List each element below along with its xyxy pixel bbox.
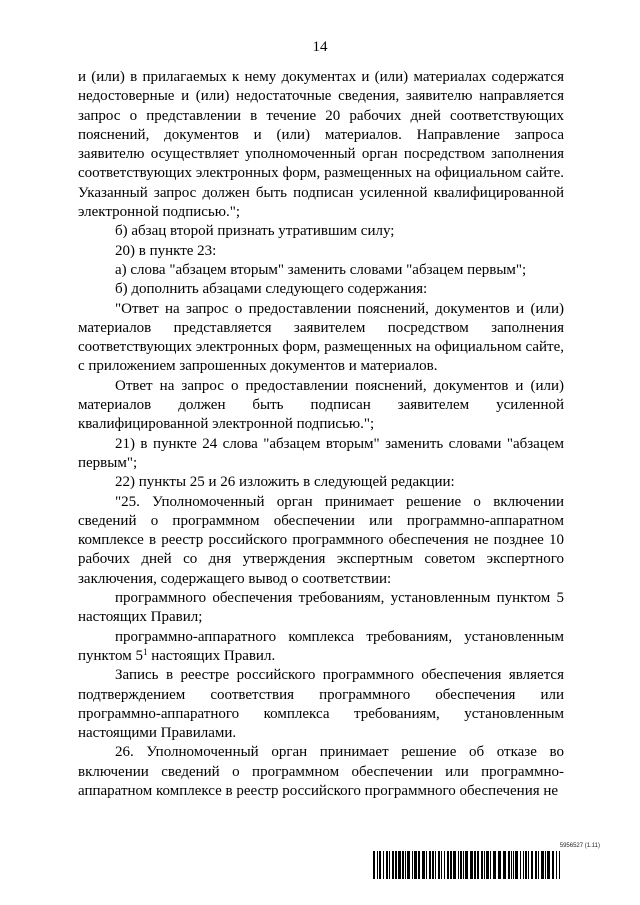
barcode <box>373 851 563 879</box>
barcode-bar <box>386 851 388 879</box>
barcode-bar <box>435 851 436 879</box>
barcode-bar <box>414 851 417 879</box>
barcode-bar <box>422 851 425 879</box>
document-body <box>78 68 564 801</box>
barcode-bar <box>429 851 431 879</box>
superscript: 1 <box>142 646 148 657</box>
barcode-bar <box>470 851 473 879</box>
page-number: 14 <box>312 39 328 55</box>
paragraph-quote-answer: "Ответ на запрос о предоставлении пояснений, документов и (или) материалов представляется заявителем посредством заполнения соответствующих электронных форм, размещенных на официальном сайте, с приложением запрошенных документов и материалов. <box>78 300 564 375</box>
barcode-bar <box>447 851 449 879</box>
barcode-bar <box>538 851 539 879</box>
barcode-bar <box>426 851 427 879</box>
barcode-bar <box>407 851 410 879</box>
paragraph-item-20: 20) в пункте 23: <box>115 242 217 259</box>
barcode-bar <box>490 851 491 879</box>
barcode-bar <box>541 851 544 879</box>
paragraph-item-21: 21) в пункте 24 слова "абзацем вторым" заменить словами "абзацем первым"; <box>78 435 564 471</box>
barcode-bar <box>453 851 456 879</box>
barcode-bar <box>481 851 483 879</box>
barcode-bar <box>503 851 506 879</box>
barcode-bar <box>432 851 434 879</box>
barcode-bar <box>535 851 537 879</box>
barcode-bar <box>513 851 514 879</box>
barcode-bar <box>373 851 375 879</box>
barcode-bar <box>460 851 462 879</box>
barcode-bar <box>389 851 390 879</box>
barcode-bar <box>398 851 401 879</box>
barcode-bar <box>465 851 468 879</box>
barcode-bar <box>383 851 384 879</box>
document-code: 5956527 (1.11) <box>559 843 600 849</box>
barcode-bar <box>531 851 533 879</box>
barcode-graphic <box>373 851 563 879</box>
barcode-bar <box>458 851 459 879</box>
barcode-bar <box>412 851 413 879</box>
barcode-bar <box>463 851 464 879</box>
barcode-bar <box>486 851 489 879</box>
barcode-bar <box>525 851 527 879</box>
barcode-bar <box>441 851 442 879</box>
barcode-bar <box>377 851 378 879</box>
barcode-bar <box>559 851 560 879</box>
paragraph-hardware-requirements <box>78 628 564 667</box>
barcode-bar <box>402 851 404 879</box>
barcode-bar <box>379 851 381 879</box>
barcode-bar <box>528 851 529 879</box>
barcode-bar <box>438 851 440 879</box>
paragraph-item-26: 26. Уполномоченный орган принимает решение об отказе во включении сведений о программном обеспечении или программно-аппаратном комплексе в реестр российского программного обеспечения не <box>78 744 564 799</box>
barcode-bar <box>515 851 518 879</box>
barcode-bar <box>520 851 521 879</box>
paragraph-b-abzac: б) абзац второй признать утратившим силу; <box>115 223 395 240</box>
barcode-bar <box>552 851 554 879</box>
paragraph-item-22: 22) пункты 25 и 26 изложить в следующей редакции: <box>115 474 455 491</box>
barcode-bar <box>498 851 501 879</box>
paragraph-software-requirements: программного обеспечения требованиям, установленным пунктом 5 настоящих Правил; <box>78 590 564 626</box>
barcode-bar <box>418 851 420 879</box>
paragraph-item-20b: б) дополнить абзацами следующего содержания: <box>115 281 428 298</box>
barcode-bar <box>511 851 512 879</box>
barcode-bar <box>450 851 452 879</box>
barcode-bar <box>484 851 485 879</box>
barcode-bar <box>547 851 550 879</box>
barcode-bar <box>395 851 397 879</box>
barcode-bar <box>556 851 557 879</box>
paragraph-continuation: и (или) в прилагаемых к нему документах и (или) материалах содержатся недостоверные и (или) недостаточные сведения, заявителю направляется запрос о представлении в течение 20 рабочих дней соответствующих пояснений, документов и (или) материалов. Направление запроса заявителю осуществляет уполномоченный орган посредством заполнения соответствующих электронных форм, размещенных на официальном сайте. Указанный запрос должен быть подписан усиленной квалифицированной электронной подписью."; <box>78 69 564 221</box>
barcode-bar <box>405 851 406 879</box>
barcode-bar <box>508 851 510 879</box>
paragraph-answer-signature: Ответ на запрос о предоставлении пояснений, документов и (или) материалов должен быть подписан заявителем усиленной квалифицированной электронной подписью."; <box>78 377 564 433</box>
paragraph-item-20a: а) слова "абзацем вторым" заменить словами "абзацем первым"; <box>115 261 527 278</box>
barcode-bar <box>477 851 479 879</box>
barcode-bar <box>392 851 394 879</box>
paragraph-registry-record: Запись в реестре российского программного обеспечения является подтверждением соответствия программного обеспечения или программно-аппаратного комплекса требованиям, установленным настоящими Правилами. <box>78 667 564 742</box>
paragraph-hardware-tail: настоящих Правил. <box>147 647 276 664</box>
paragraph-item-25: "25. Уполномоченный орган принимает решение о включении сведений о программном обеспечении или программно-аппаратном комплексе в реестр российского программного обеспечения не позднее 10 рабочих дней со дня утверждения экспертным советом экспертного заключения, содержащего вывод о соответствии: <box>78 493 564 587</box>
barcode-bar <box>444 851 445 879</box>
paragraph-hardware-text: программно-аппаратного комплекса требованиям, установленным пунктом 5 <box>78 628 564 664</box>
barcode-bar <box>545 851 546 879</box>
barcode-bar <box>474 851 476 879</box>
barcode-bar <box>493 851 496 879</box>
barcode-bar <box>523 851 524 879</box>
